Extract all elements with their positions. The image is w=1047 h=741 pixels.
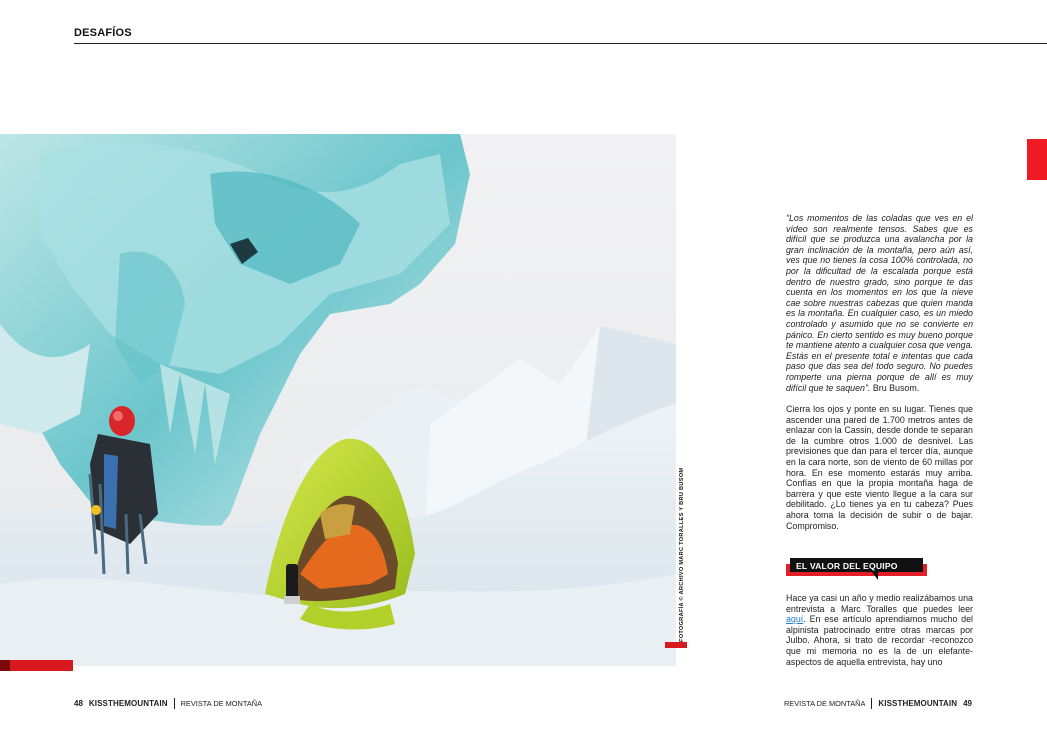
- footer-left: [74, 698, 262, 709]
- paragraph-1: Cierra los ojos y ponte en su lugar. Tienes que ascender una pared de 1.700 metros antes de enlazar con la Cassin, desde donde te separan de la cumbre otros 1.000 de desnivel. Las previsiones que dan para el tercer día, aunque en la cara norte, son de viento de 60 millas por hora. En ese momento estarás muy arriba. Confías en que la propia montaña haga de barrera y que este viento llegue a la cara sur debilitado. ¿Lo tienes ya en tu cabeza? Pues ahora toma la decisión de subir o de bajar. Compromiso.: [786, 404, 973, 531]
- quote-text: “Los momentos de las coladas que ves en el vídeo son realmente tensos. Sabes que es difícil que se produzca una avalancha por la gran inclinación de la montaña, pero aún así, ves que no tienes la cosa 100% controlada, no por la dificultad de la escalada porque está dentro de nuestro grado, sino porque te das cuenta en los momentos en los que la nieve cae sobre nuestras cabezas que quien manda es la montaña. En cualquier caso, es un miedo controlado y asumido que no se convierte en pánico. En cierto sentido es muy bueno porque te mantiene atento a cualquier cosa que venga. Estás en el presente total e intentas que cada paso que das sea del todo seguro. No puedes romperte una pierna porque de allí es muy difícil que te saquen”.: [786, 213, 973, 393]
- article-photo: [0, 134, 676, 666]
- heading-pointer: [872, 572, 878, 580]
- section-heading: [786, 558, 927, 580]
- interview-link[interactable]: aquí: [786, 614, 804, 625]
- photo-credit: FOTOGRAFÍA © ARCHIVO MARC TORALLES Y BRU BUSOM: [679, 467, 685, 642]
- magazine-label-right: REVISTA DE MONTAÑA: [783, 699, 866, 708]
- brand-left: KISSTHEMOUNTAIN: [88, 699, 168, 708]
- brand-right: KISSTHEMOUNTAIN: [878, 699, 958, 708]
- credit-accent-bar: [665, 642, 687, 648]
- footer-divider-right: [871, 698, 872, 709]
- left-accent-bar-dark: [0, 660, 10, 671]
- pull-quote: [786, 213, 973, 393]
- magazine-label-left: REVISTA DE MONTAÑA: [180, 699, 263, 708]
- section-label: DESAFÍOS: [74, 27, 132, 39]
- footer-divider-left: [174, 698, 175, 709]
- paragraph-2: [786, 593, 973, 667]
- paragraph-2-text-start: Hace ya casi un año y medio realizábamos una entrevista a Marc Toralles que puedes leer: [786, 593, 973, 614]
- top-rule: [74, 43, 1047, 44]
- page-number-left: 48: [74, 699, 83, 708]
- paragraph-2-text-end: . En ese artículo aprendiamos mucho del alpinista patrocinado entre otras marcas por Julbo. Ahora, si trato de recordar -reconozco que mi memoria no es la de un elefante- aspectos de aquella entrevista, hay uno: [786, 614, 973, 667]
- page-edge-tab: [1027, 139, 1047, 180]
- footer-right: [784, 698, 972, 709]
- heading-label: EL VALOR DEL EQUIPO: [790, 558, 923, 572]
- quote-author: Bru Busom.: [870, 382, 920, 393]
- page-number-right: 49: [963, 699, 972, 708]
- left-accent-bar: [0, 660, 73, 671]
